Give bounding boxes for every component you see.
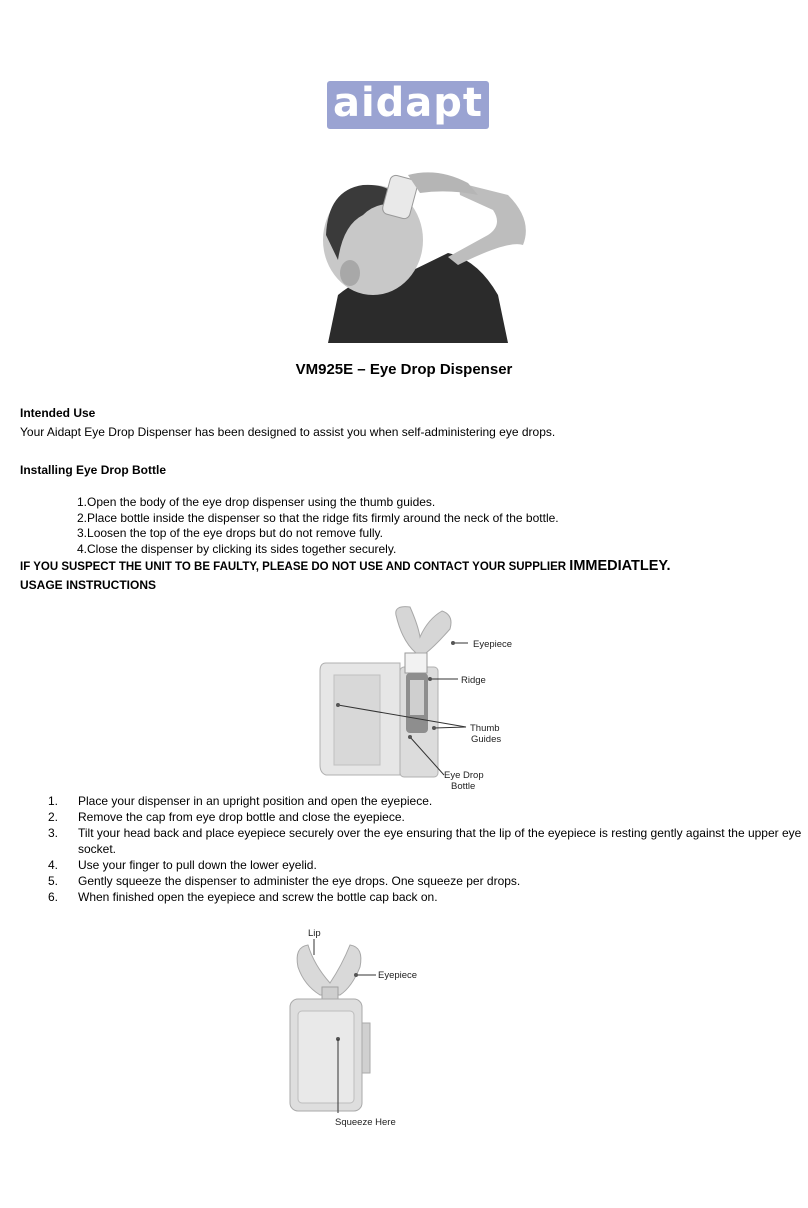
aidapt-logo bbox=[327, 81, 489, 129]
warning-text: IF YOU SUSPECT THE UNIT TO BE FAULTY, PLEASE DO NOT USE AND CONTACT YOUR SUPPLIER IMMEDIATLEY. bbox=[20, 558, 671, 574]
usage-step-num: 6. bbox=[48, 890, 59, 904]
warning-emphasis: IMMEDIATLEY. bbox=[569, 558, 671, 574]
install-step: 4.Close the dispenser by clicking its sides together securely. bbox=[77, 542, 397, 556]
dispenser-open-diagram bbox=[318, 605, 528, 795]
usage-step-text-cont: socket. bbox=[78, 842, 117, 856]
label-eye-drop: Eye Drop bbox=[444, 770, 484, 781]
install-step: 1.Open the body of the eye drop dispenser using the thumb guides. bbox=[77, 495, 436, 509]
usage-step-num: 5. bbox=[48, 874, 59, 888]
label-thumb: Thumb bbox=[470, 723, 500, 734]
product-usage-photo bbox=[308, 165, 530, 343]
usage-step-num: 2. bbox=[48, 810, 59, 824]
dispenser-closed-diagram bbox=[284, 925, 434, 1130]
install-step: 2.Place bottle inside the dispenser so that the ridge fits firmly around the neck of the bottle. bbox=[77, 511, 559, 525]
install-step: 3.Loosen the top of the eye drops but do not remove fully. bbox=[77, 526, 383, 540]
label-ridge: Ridge bbox=[461, 675, 486, 686]
installing-heading: Installing Eye Drop Bottle bbox=[20, 463, 167, 477]
logo-text: aidapt bbox=[332, 80, 484, 126]
usage-step-num: 1. bbox=[48, 794, 59, 808]
intended-use-heading: Intended Use bbox=[20, 406, 96, 420]
label-bottle: Bottle bbox=[451, 781, 476, 792]
label-eyepiece: Eyepiece bbox=[473, 639, 513, 650]
usage-step-text: Gently squeeze the dispenser to administer the eye drops. One squeeze per drops. bbox=[78, 874, 521, 888]
usage-step-text: Remove the cap from eye drop bottle and close the eyepiece. bbox=[78, 810, 405, 824]
usage-step-text: Use your finger to pull down the lower eyelid. bbox=[78, 858, 317, 872]
usage-step-text: When finished open the eyepiece and screw the bottle cap back on. bbox=[78, 890, 438, 904]
label-guides: Guides bbox=[471, 734, 502, 745]
label-lip: Lip bbox=[308, 928, 321, 939]
usage-step-text: Tilt your head back and place eyepiece securely over the eye ensuring that the lip of the eyepiece is resting gently against the upper eye bbox=[78, 826, 802, 840]
label-eyepiece-2: Eyepiece bbox=[378, 970, 418, 981]
page-title: VM925E – Eye Drop Dispenser bbox=[295, 361, 513, 378]
usage-heading: USAGE INSTRUCTIONS bbox=[20, 578, 157, 592]
usage-step-num: 3. bbox=[48, 826, 59, 840]
intended-use-text: Your Aidapt Eye Drop Dispenser has been designed to assist you when self-administering eye drops. bbox=[20, 425, 556, 439]
usage-step-text: Place your dispenser in an upright position and open the eyepiece. bbox=[78, 794, 433, 808]
usage-step-num: 4. bbox=[48, 858, 59, 872]
label-squeeze-here: Squeeze Here bbox=[335, 1117, 396, 1128]
